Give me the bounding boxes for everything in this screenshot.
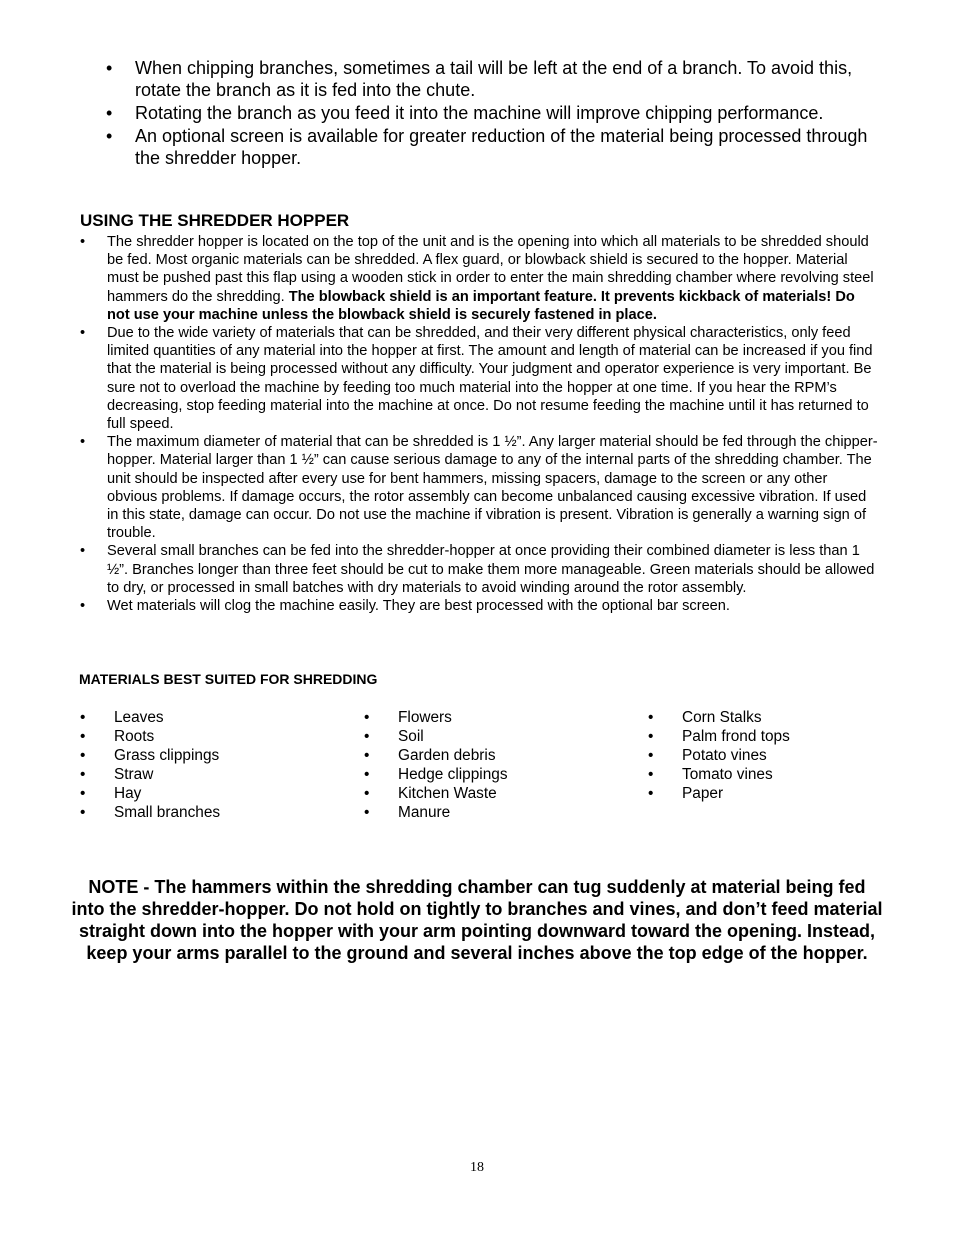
section-heading: USING THE SHREDDER HOPPER: [80, 211, 350, 230]
materials-heading: MATERIALS BEST SUITED FOR SHREDDING: [79, 671, 378, 687]
shredder-hopper-list: [80, 233, 880, 615]
material-item: • Grass clippings: [80, 746, 220, 765]
warning-text: The blowback shield is an important feature. It prevents kickback of materials! Do not use your machine unless the blowback shield is securely fastened in place.: [107, 288, 855, 323]
material-item: • Hay: [80, 784, 220, 803]
material-item: • Leaves: [80, 708, 220, 727]
material-item: • Potato vines: [648, 746, 790, 765]
list-item: • The maximum diameter of material that can be shredded is 1 ½”. Any larger material should be fed through the chipper-hopper. Material larger than 1 ½” can cause serious damage to any of the internal parts of the shredding chamber. The unit should be inspected after every use for bent hammers, missing spacers, damage to the screen or any other obvious problems. If damage occurs, the rotor assembly can become unbalanced causing excessive vibration. If used in this state, damage can occur. Do not use the machine if vibration is present. Vibration is generally a warning sign of trouble.: [80, 433, 880, 542]
material-item: • Flowers: [364, 708, 508, 727]
list-item: • Wet materials will clog the machine easily. They are best processed with the optional bar screen.: [80, 597, 880, 615]
chipping-tips-list: [106, 57, 876, 170]
list-item: • Several small branches can be fed into the shredder-hopper at once providing their combined diameter is less than 1 ½”. Branches longer than three feet should be cut to make them more manageable. Green materials should be allowed to dry, or processed in small batches with dry materials to avoid winding around the rotor assembly.: [80, 542, 880, 597]
material-item: • Small branches: [80, 803, 220, 822]
materials-column-1: [80, 708, 220, 822]
safety-note: NOTE - The hammers within the shredding chamber can tug suddenly at material being fed into the shredder-hopper. Do not hold on tightly to branches and vines, and don’t feed material straight down into the hopper with your arm pointing downward toward the opening. Instead, keep your arms parallel to the ground and several inches above the top edge of the hopper.: [71, 877, 883, 963]
materials-column-2: [364, 708, 508, 822]
materials-column-3: [648, 708, 790, 803]
material-item: • Paper: [648, 784, 790, 803]
material-item: • Hedge clippings: [364, 765, 508, 784]
list-item: • Rotating the branch as you feed it into the machine will improve chipping performance.: [106, 102, 876, 124]
bullet-text: The shredder hopper is located on the top of the unit and is the opening into which all materials to be shredded should be fed. Most organic materials can be shredded. A flex guard, or blowback shield is secured to the hopper. Material must be pushed past this flap using a wooden stick in order to enter the main shredding chamber where revolving steel hammers do the shredding.: [107, 234, 874, 305]
material-item: • Straw: [80, 765, 220, 784]
list-item: [80, 233, 880, 324]
material-item: • Tomato vines: [648, 765, 790, 784]
material-item: • Palm frond tops: [648, 727, 790, 746]
material-item: • Manure: [364, 803, 508, 822]
material-item: • Soil: [364, 727, 508, 746]
list-item: • When chipping branches, sometimes a tail will be left at the end of a branch. To avoid this, rotate the branch as it is fed into the chute.: [106, 57, 876, 101]
material-item: • Roots: [80, 727, 220, 746]
list-item: • An optional screen is available for greater reduction of the material being processed through the shredder hopper.: [106, 125, 876, 169]
material-item: • Corn Stalks: [648, 708, 790, 727]
material-item: • Kitchen Waste: [364, 784, 508, 803]
material-item: • Garden debris: [364, 746, 508, 765]
page-number: 18: [470, 1160, 484, 1175]
list-item: • Due to the wide variety of materials that can be shredded, and their very different physical characteristics, only feed limited quantities of any material into the hopper at first. The amount and length of material can be increased if you find that the material is being processed without any difficulty. Your judgment and operator experience is very important. Be sure not to overload the machine by feeding too much material into the hopper at one time. If you hear the RPM’s decreasing, stop feeding material into the machine at once. Do not resume feeding the machine until it has returned to full speed.: [80, 324, 880, 433]
